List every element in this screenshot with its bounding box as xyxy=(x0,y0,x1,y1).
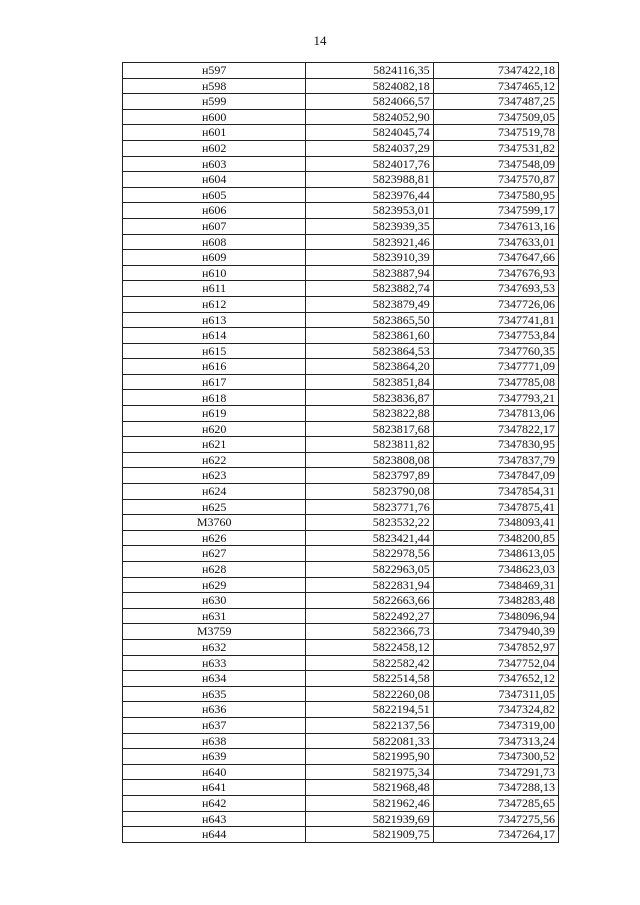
x-coordinate-cell: 5824116,35 xyxy=(306,63,433,79)
y-coordinate-cell: 7347785,08 xyxy=(433,374,558,390)
y-coordinate-cell: 7347509,05 xyxy=(433,109,558,125)
y-coordinate-cell: 7347652,12 xyxy=(433,671,558,687)
x-coordinate-cell: 5821962,46 xyxy=(306,795,433,811)
y-coordinate-cell: 7347741,81 xyxy=(433,312,558,328)
point-name-cell: н604 xyxy=(123,172,306,188)
point-name-cell: н601 xyxy=(123,125,306,141)
table-row xyxy=(123,234,559,250)
x-coordinate-cell: 5823861,60 xyxy=(306,328,433,344)
page-number: 14 xyxy=(313,33,327,48)
table-row xyxy=(123,717,559,733)
point-name-cell: н634 xyxy=(123,671,306,687)
point-name-cell: н641 xyxy=(123,780,306,796)
x-coordinate-cell: 5822978,56 xyxy=(306,546,433,562)
point-name-cell: н640 xyxy=(123,764,306,780)
x-coordinate-cell: 5821939,69 xyxy=(306,811,433,827)
point-name-cell: н617 xyxy=(123,374,306,390)
point-name-cell: н607 xyxy=(123,218,306,234)
x-coordinate-cell: 5821995,90 xyxy=(306,749,433,765)
x-coordinate-cell: 5822492,27 xyxy=(306,608,433,624)
point-name-cell: н620 xyxy=(123,421,306,437)
x-coordinate-cell: 5823771,76 xyxy=(306,499,433,515)
table-row xyxy=(123,515,559,531)
x-coordinate-cell: 5823865,50 xyxy=(306,312,433,328)
x-coordinate-cell: 5821909,75 xyxy=(306,827,433,843)
y-coordinate-cell: 7347613,16 xyxy=(433,218,558,234)
point-name-cell: н611 xyxy=(123,281,306,297)
point-name-cell: н623 xyxy=(123,468,306,484)
y-coordinate-cell: 7347275,56 xyxy=(433,811,558,827)
x-coordinate-cell: 5822458,12 xyxy=(306,639,433,655)
table-row xyxy=(123,624,559,640)
table-row xyxy=(123,94,559,110)
y-coordinate-cell: 7347793,21 xyxy=(433,390,558,406)
x-coordinate-cell: 5823879,49 xyxy=(306,296,433,312)
x-coordinate-cell: 5822963,05 xyxy=(306,562,433,578)
point-name-cell: н597 xyxy=(123,63,306,79)
point-name-cell: н599 xyxy=(123,94,306,110)
table-row xyxy=(123,702,559,718)
table-row xyxy=(123,546,559,562)
point-name-cell: н633 xyxy=(123,655,306,671)
point-name-cell: н613 xyxy=(123,312,306,328)
y-coordinate-cell: 7347752,04 xyxy=(433,655,558,671)
x-coordinate-cell: 5822582,42 xyxy=(306,655,433,671)
y-coordinate-cell: 7347285,65 xyxy=(433,795,558,811)
y-coordinate-cell: 7347531,82 xyxy=(433,140,558,156)
y-coordinate-cell: 7347693,53 xyxy=(433,281,558,297)
y-coordinate-cell: 7347580,95 xyxy=(433,187,558,203)
point-name-cell: н638 xyxy=(123,733,306,749)
table-row xyxy=(123,421,559,437)
table-row xyxy=(123,359,559,375)
y-coordinate-cell: 7347422,18 xyxy=(433,63,558,79)
point-name-cell: н621 xyxy=(123,437,306,453)
point-name-cell: н614 xyxy=(123,328,306,344)
point-name-cell: М3760 xyxy=(123,515,306,531)
y-coordinate-cell: 7347813,06 xyxy=(433,406,558,422)
point-name-cell: н598 xyxy=(123,78,306,94)
x-coordinate-cell: 5822194,51 xyxy=(306,702,433,718)
table-row xyxy=(123,343,559,359)
point-name-cell: н612 xyxy=(123,296,306,312)
table-row xyxy=(123,265,559,281)
y-coordinate-cell: 7347676,93 xyxy=(433,265,558,281)
x-coordinate-cell: 5823822,88 xyxy=(306,406,433,422)
x-coordinate-cell: 5824082,18 xyxy=(306,78,433,94)
table-row xyxy=(123,530,559,546)
y-coordinate-cell: 7347313,24 xyxy=(433,733,558,749)
y-coordinate-cell: 7347847,09 xyxy=(433,468,558,484)
y-coordinate-cell: 7347875,41 xyxy=(433,499,558,515)
table-row xyxy=(123,468,559,484)
table-row xyxy=(123,250,559,266)
x-coordinate-cell: 5824037,29 xyxy=(306,140,433,156)
table-row xyxy=(123,390,559,406)
point-name-cell: н626 xyxy=(123,530,306,546)
table-row xyxy=(123,63,559,79)
x-coordinate-cell: 5824017,76 xyxy=(306,156,433,172)
x-coordinate-cell: 5823851,84 xyxy=(306,374,433,390)
point-name-cell: н600 xyxy=(123,109,306,125)
y-coordinate-cell: 7347319,00 xyxy=(433,717,558,733)
point-name-cell: н636 xyxy=(123,702,306,718)
x-coordinate-cell: 5824066,57 xyxy=(306,94,433,110)
y-coordinate-cell: 7347519,78 xyxy=(433,125,558,141)
y-coordinate-cell: 7347264,17 xyxy=(433,827,558,843)
x-coordinate-cell: 5823910,39 xyxy=(306,250,433,266)
point-name-cell: н625 xyxy=(123,499,306,515)
point-name-cell: н642 xyxy=(123,795,306,811)
x-coordinate-cell: 5823864,53 xyxy=(306,343,433,359)
table-row xyxy=(123,156,559,172)
point-name-cell: н605 xyxy=(123,187,306,203)
y-coordinate-cell: 7347311,05 xyxy=(433,686,558,702)
table-row xyxy=(123,312,559,328)
point-name-cell: н609 xyxy=(123,250,306,266)
x-coordinate-cell: 5823882,74 xyxy=(306,281,433,297)
x-coordinate-cell: 5823790,08 xyxy=(306,484,433,500)
table-row xyxy=(123,406,559,422)
table-row xyxy=(123,764,559,780)
x-coordinate-cell: 5823808,08 xyxy=(306,452,433,468)
x-coordinate-cell: 5823976,44 xyxy=(306,187,433,203)
point-name-cell: н618 xyxy=(123,390,306,406)
y-coordinate-cell: 7347633,01 xyxy=(433,234,558,250)
table-row xyxy=(123,686,559,702)
point-name-cell: н644 xyxy=(123,827,306,843)
y-coordinate-cell: 7347487,25 xyxy=(433,94,558,110)
point-name-cell: н619 xyxy=(123,406,306,422)
y-coordinate-cell: 7347854,31 xyxy=(433,484,558,500)
table-row xyxy=(123,452,559,468)
point-name-cell: н643 xyxy=(123,811,306,827)
y-coordinate-cell: 7347852,97 xyxy=(433,639,558,655)
y-coordinate-cell: 7347822,17 xyxy=(433,421,558,437)
table-row xyxy=(123,671,559,687)
x-coordinate-cell: 5822831,94 xyxy=(306,577,433,593)
y-coordinate-cell: 7347324,82 xyxy=(433,702,558,718)
table-row xyxy=(123,780,559,796)
table-row xyxy=(123,218,559,234)
point-name-cell: н622 xyxy=(123,452,306,468)
point-name-cell: н606 xyxy=(123,203,306,219)
table-row xyxy=(123,187,559,203)
y-coordinate-cell: 7348469,31 xyxy=(433,577,558,593)
x-coordinate-cell: 5822260,08 xyxy=(306,686,433,702)
x-coordinate-cell: 5822514,58 xyxy=(306,671,433,687)
table-row xyxy=(123,639,559,655)
coordinates-table-body xyxy=(123,63,559,843)
y-coordinate-cell: 7347599,17 xyxy=(433,203,558,219)
point-name-cell: М3759 xyxy=(123,624,306,640)
table-row xyxy=(123,328,559,344)
table-row xyxy=(123,203,559,219)
point-name-cell: н628 xyxy=(123,562,306,578)
table-row xyxy=(123,593,559,609)
y-coordinate-cell: 7348096,94 xyxy=(433,608,558,624)
point-name-cell: н616 xyxy=(123,359,306,375)
x-coordinate-cell: 5823421,44 xyxy=(306,530,433,546)
point-name-cell: н630 xyxy=(123,593,306,609)
table-row xyxy=(123,437,559,453)
table-row xyxy=(123,655,559,671)
table-row xyxy=(123,125,559,141)
point-name-cell: н639 xyxy=(123,749,306,765)
x-coordinate-cell: 5822137,56 xyxy=(306,717,433,733)
point-name-cell: н637 xyxy=(123,717,306,733)
table-row xyxy=(123,281,559,297)
table-row xyxy=(123,577,559,593)
table-row xyxy=(123,795,559,811)
table-row xyxy=(123,608,559,624)
y-coordinate-cell: 7347726,06 xyxy=(433,296,558,312)
y-coordinate-cell: 7347465,12 xyxy=(433,78,558,94)
table-row xyxy=(123,749,559,765)
x-coordinate-cell: 5823811,82 xyxy=(306,437,433,453)
x-coordinate-cell: 5824052,90 xyxy=(306,109,433,125)
y-coordinate-cell: 7347760,35 xyxy=(433,343,558,359)
x-coordinate-cell: 5824045,74 xyxy=(306,125,433,141)
x-coordinate-cell: 5823921,46 xyxy=(306,234,433,250)
table-row xyxy=(123,499,559,515)
y-coordinate-cell: 7347753,84 xyxy=(433,328,558,344)
x-coordinate-cell: 5823532,22 xyxy=(306,515,433,531)
point-name-cell: н631 xyxy=(123,608,306,624)
table-row xyxy=(123,733,559,749)
x-coordinate-cell: 5822366,73 xyxy=(306,624,433,640)
y-coordinate-cell: 7347300,52 xyxy=(433,749,558,765)
table-row xyxy=(123,811,559,827)
x-coordinate-cell: 5823953,01 xyxy=(306,203,433,219)
table-row xyxy=(123,562,559,578)
point-name-cell: н624 xyxy=(123,484,306,500)
x-coordinate-cell: 5823836,87 xyxy=(306,390,433,406)
table-row xyxy=(123,172,559,188)
point-name-cell: н635 xyxy=(123,686,306,702)
y-coordinate-cell: 7347288,13 xyxy=(433,780,558,796)
table-row xyxy=(123,78,559,94)
x-coordinate-cell: 5821975,34 xyxy=(306,764,433,780)
x-coordinate-cell: 5823817,68 xyxy=(306,421,433,437)
point-name-cell: н615 xyxy=(123,343,306,359)
y-coordinate-cell: 7348613,05 xyxy=(433,546,558,562)
x-coordinate-cell: 5823797,89 xyxy=(306,468,433,484)
table-row xyxy=(123,109,559,125)
y-coordinate-cell: 7347771,09 xyxy=(433,359,558,375)
point-name-cell: н629 xyxy=(123,577,306,593)
table-row xyxy=(123,374,559,390)
y-coordinate-cell: 7347291,73 xyxy=(433,764,558,780)
x-coordinate-cell: 5822081,33 xyxy=(306,733,433,749)
x-coordinate-cell: 5823887,94 xyxy=(306,265,433,281)
table-row xyxy=(123,827,559,843)
x-coordinate-cell: 5822663,66 xyxy=(306,593,433,609)
x-coordinate-cell: 5821968,48 xyxy=(306,780,433,796)
y-coordinate-cell: 7347837,79 xyxy=(433,452,558,468)
y-coordinate-cell: 7348623,03 xyxy=(433,562,558,578)
y-coordinate-cell: 7347548,09 xyxy=(433,156,558,172)
point-name-cell: н627 xyxy=(123,546,306,562)
y-coordinate-cell: 7348093,41 xyxy=(433,515,558,531)
y-coordinate-cell: 7348283,48 xyxy=(433,593,558,609)
point-name-cell: н603 xyxy=(123,156,306,172)
point-name-cell: н632 xyxy=(123,639,306,655)
table-row xyxy=(123,484,559,500)
x-coordinate-cell: 5823939,35 xyxy=(306,218,433,234)
y-coordinate-cell: 7347647,66 xyxy=(433,250,558,266)
table-row xyxy=(123,296,559,312)
y-coordinate-cell: 7348200,85 xyxy=(433,530,558,546)
x-coordinate-cell: 5823864,20 xyxy=(306,359,433,375)
point-name-cell: н602 xyxy=(123,140,306,156)
point-name-cell: н610 xyxy=(123,265,306,281)
point-name-cell: н608 xyxy=(123,234,306,250)
y-coordinate-cell: 7347830,95 xyxy=(433,437,558,453)
coordinates-table xyxy=(122,62,559,843)
y-coordinate-cell: 7347940,39 xyxy=(433,624,558,640)
x-coordinate-cell: 5823988,81 xyxy=(306,172,433,188)
y-coordinate-cell: 7347570,87 xyxy=(433,172,558,188)
table-row xyxy=(123,140,559,156)
